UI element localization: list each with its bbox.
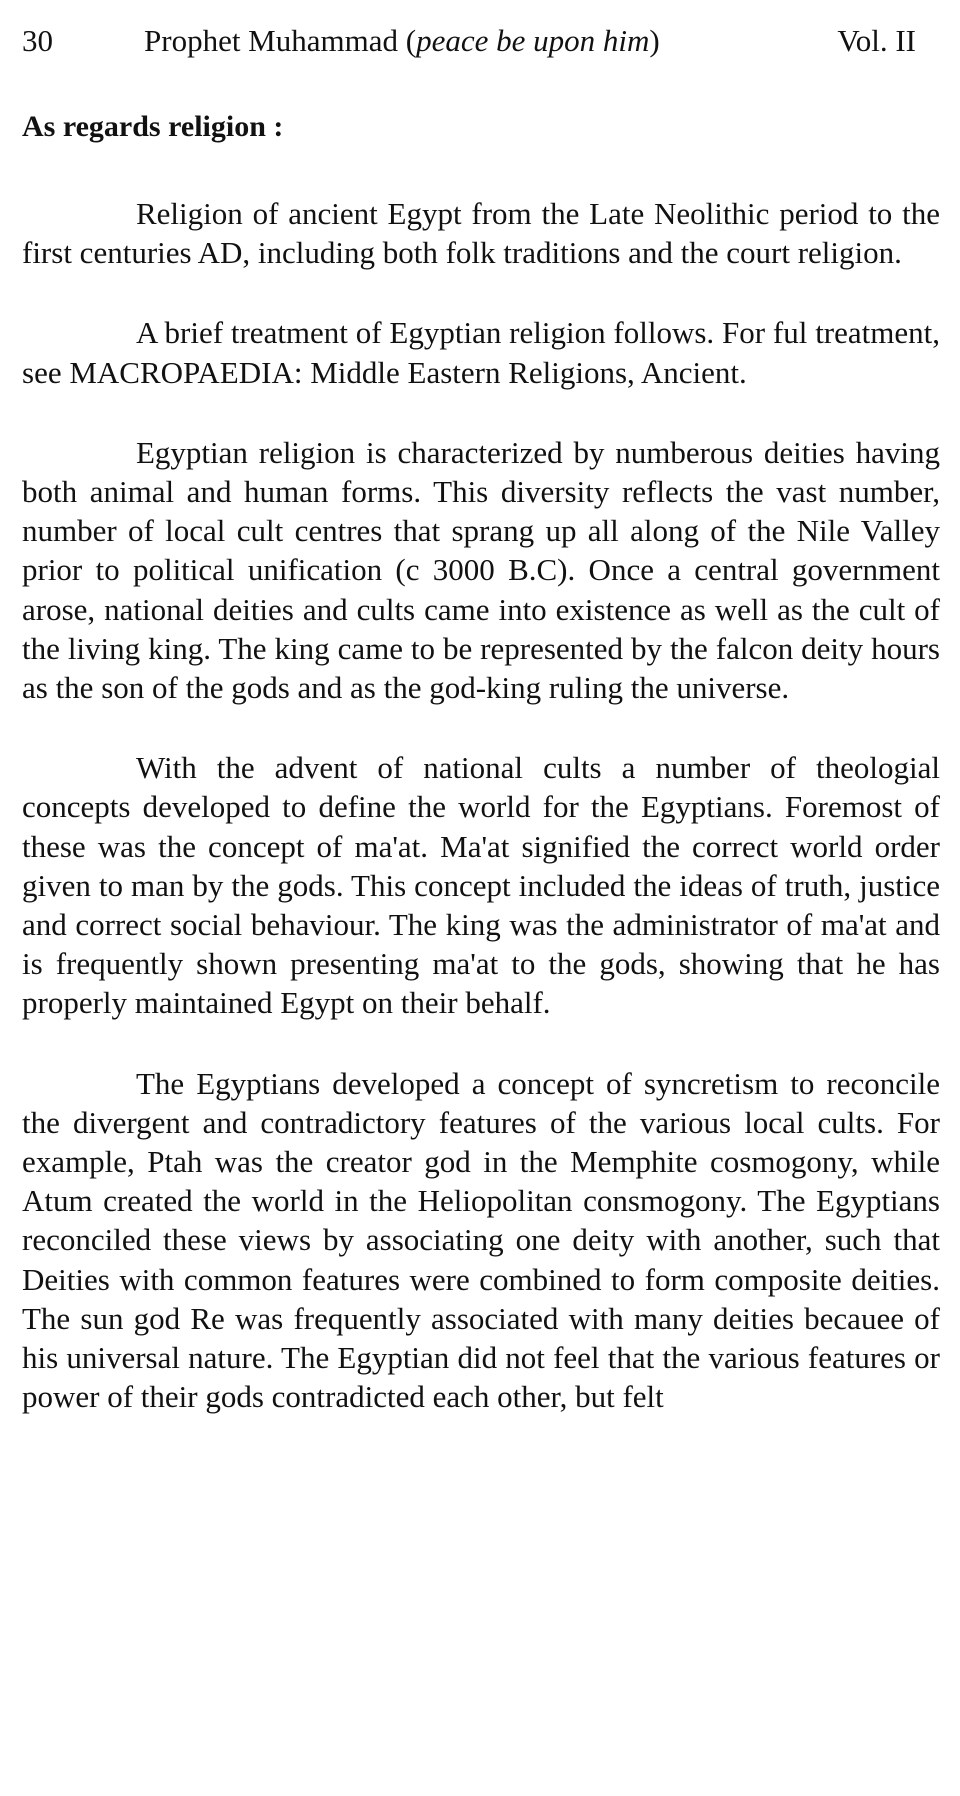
paragraph-religion-definition: Religion of ancient Egypt from the Late Neolithic period to the first centuries AD, including both folk traditions and the court religion. — [22, 196, 940, 271]
volume-label: Vol. II — [837, 23, 916, 58]
book-title — [144, 20, 660, 62]
paragraph-maat: With the advent of national cults a number of theologial concepts developed to define the world for the Egyptians. Foremost of these was the concept of ma'at. Ma'at signified the correct world order given to man by the gods. This concept included the ideas of truth, justice and correct social behaviour. The king was the administrator of ma'at and is frequently shown presenting ma'at to the gods, showing that he has properly maintained Egypt on their behalf. — [22, 750, 940, 1021]
section-heading: As regards religion : — [22, 110, 284, 143]
book-title-prefix: Prophet Muhammad ( — [144, 23, 417, 58]
running-head — [22, 20, 940, 62]
book-title-honorific: peace be upon him — [416, 23, 650, 58]
document-page — [22, 20, 940, 1416]
paragraph-syncretism: The Egyptians developed a concept of syncretism to reconcile the divergent and contradictory features of the various local cults. For example, Ptah was the creator god in the Memphite cosmogony, while Atum created the world in the Heliopolitan consmogony. The Egyptians reconciled these views by associating one deity with another, such that Deities with common features were combined to form composite deities. The sun god Re was frequently associated with many deities becauee of his universal nature. The Egyptian did not feel that the various features or power of their gods contradicted each other, but felt — [22, 1065, 940, 1415]
page-number: 30 — [22, 23, 53, 58]
book-title-suffix: ) — [649, 23, 660, 58]
paragraph-brief-treatment: A brief treatment of Egyptian religion follows. For ful treatment, see MACROPAEDIA: Middle Eastern Religions, Ancient. — [22, 315, 940, 390]
paragraph-deities: Egyptian religion is characterized by numberous deities having both animal and human forms. This diversity reflects the vast number, number of local cult centres that sprang up all along of the Nile Valley prior to political unification (c 3000 B.C). Once a central government arose, national deities and cults came into existence as well as the cult of the living king. The king came to be represented by the falcon deity hours as the son of the gods and as the god-king ruling the universe. — [22, 434, 940, 706]
